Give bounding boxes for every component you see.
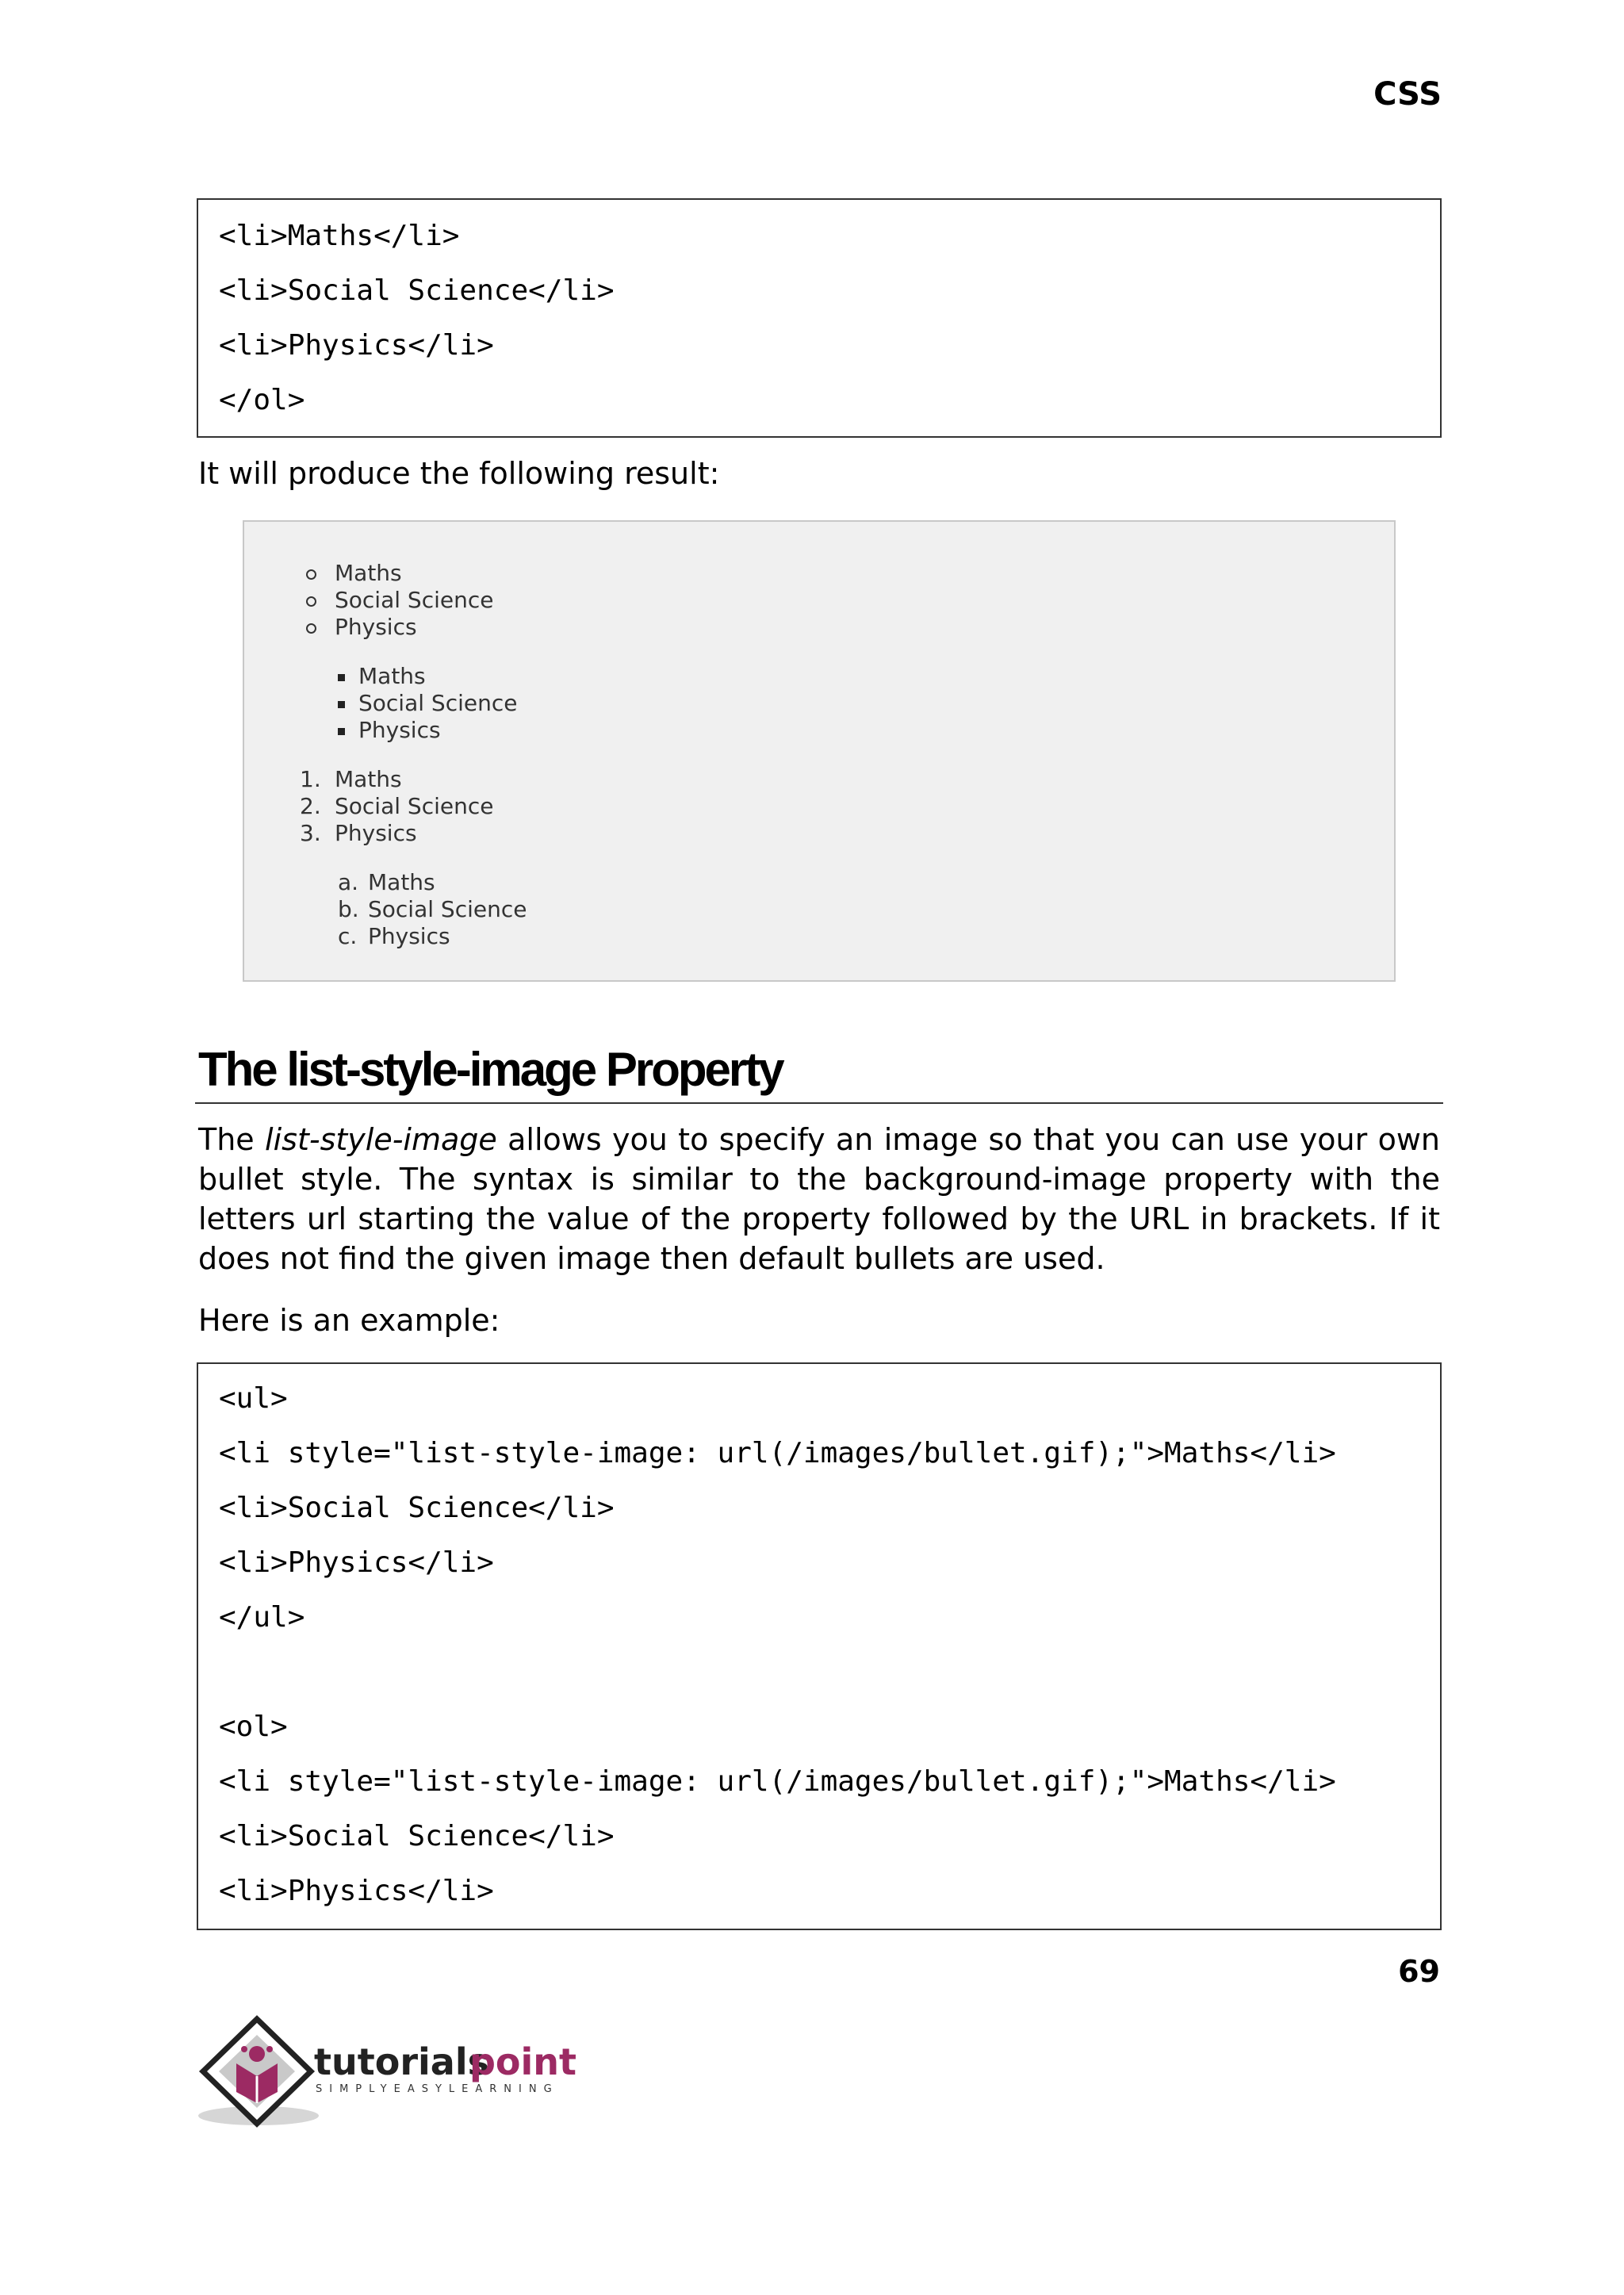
- circle-bullet-icon: [306, 569, 316, 580]
- list-marker: b.: [338, 896, 359, 922]
- list-item-label: Social Science: [335, 793, 494, 819]
- code-line: <li>Physics</li>: [219, 329, 494, 362]
- list-marker: c.: [338, 923, 358, 949]
- running-header: CSS: [1373, 76, 1442, 113]
- list-marker: a.: [338, 869, 359, 895]
- code-block-bottom: [197, 1362, 1442, 1930]
- logo-brand-right: point: [469, 2040, 577, 2083]
- code-line: <ol>: [219, 1711, 288, 1743]
- square-bullet-icon: [338, 701, 345, 708]
- heading-rule: [195, 1102, 1443, 1104]
- code-line: <li>Social Science</li>: [219, 274, 615, 307]
- square-bullet-icon: [338, 728, 345, 735]
- list-item-label: Maths: [335, 766, 402, 792]
- list-item: [300, 793, 494, 820]
- tutorialspoint-logo: [195, 2014, 607, 2133]
- code-line: <li style="list-style-image: url(/images/bullet.gif);">Maths</li>: [219, 1437, 1336, 1469]
- circle-bullet-icon: [306, 596, 316, 607]
- list-item-label: Social Science: [368, 896, 527, 922]
- code-line: <li>Maths</li>: [219, 220, 460, 252]
- list-item-label: Physics: [335, 820, 417, 846]
- code-line: <li>Social Science</li>: [219, 1820, 615, 1852]
- code-block-top: [197, 198, 1442, 438]
- list-item-label: Social Science: [358, 690, 518, 716]
- list-marker: 3.: [300, 820, 321, 846]
- list-marker: 2.: [300, 793, 321, 819]
- list-item-label: Maths: [358, 663, 426, 689]
- code-line: <li style="list-style-image: url(/images/bullet.gif);">Maths</li>: [219, 1765, 1336, 1798]
- list-item: [338, 869, 435, 896]
- code-line: </ol>: [219, 384, 305, 416]
- paragraph-text: The: [198, 1122, 266, 1157]
- paragraph-emphasis: list-style-image: [265, 1122, 497, 1157]
- page-number: 69: [1398, 1954, 1440, 1989]
- result-preview: [243, 520, 1396, 982]
- result-intro: It will produce the following result:: [198, 456, 720, 491]
- list-item-label: Physics: [358, 717, 441, 743]
- example-intro: Here is an example:: [198, 1303, 500, 1338]
- list-item: [300, 820, 417, 847]
- list-item: [338, 896, 527, 923]
- section-heading: The list-style-image Property: [198, 1043, 783, 1096]
- square-bullet-icon: [338, 674, 345, 681]
- list-item-label: Social Science: [335, 587, 494, 613]
- section-paragraph: [198, 1120, 1440, 1278]
- paragraph-text: allows you to specify an image so that you can use your own bullet style. The syntax is similar to the background-image property with the letters url starting the value of the property followed by the URL in brackets. If it does not find the given image then default bullets are used.: [198, 1122, 1440, 1276]
- list-item-label: Maths: [368, 869, 435, 895]
- code-line: <ul>: [219, 1382, 288, 1415]
- logo-mark-icon: [195, 2014, 607, 2133]
- logo-brand-left: tutorials: [314, 2040, 489, 2083]
- list-item: [300, 766, 402, 793]
- circle-bullet-icon: [306, 623, 316, 634]
- list-item-label: Maths: [335, 560, 402, 586]
- code-line: </ul>: [219, 1601, 305, 1634]
- code-line: <li>Physics</li>: [219, 1875, 494, 1907]
- list-item-label: Physics: [335, 614, 417, 640]
- list-item: [338, 923, 450, 950]
- logo-tagline: SIMPLYEASYLEARNING: [316, 2083, 559, 2095]
- list-item-label: Physics: [368, 923, 450, 949]
- code-line: <li>Physics</li>: [219, 1546, 494, 1579]
- list-marker: 1.: [300, 766, 321, 792]
- code-line: <li>Social Science</li>: [219, 1492, 615, 1524]
